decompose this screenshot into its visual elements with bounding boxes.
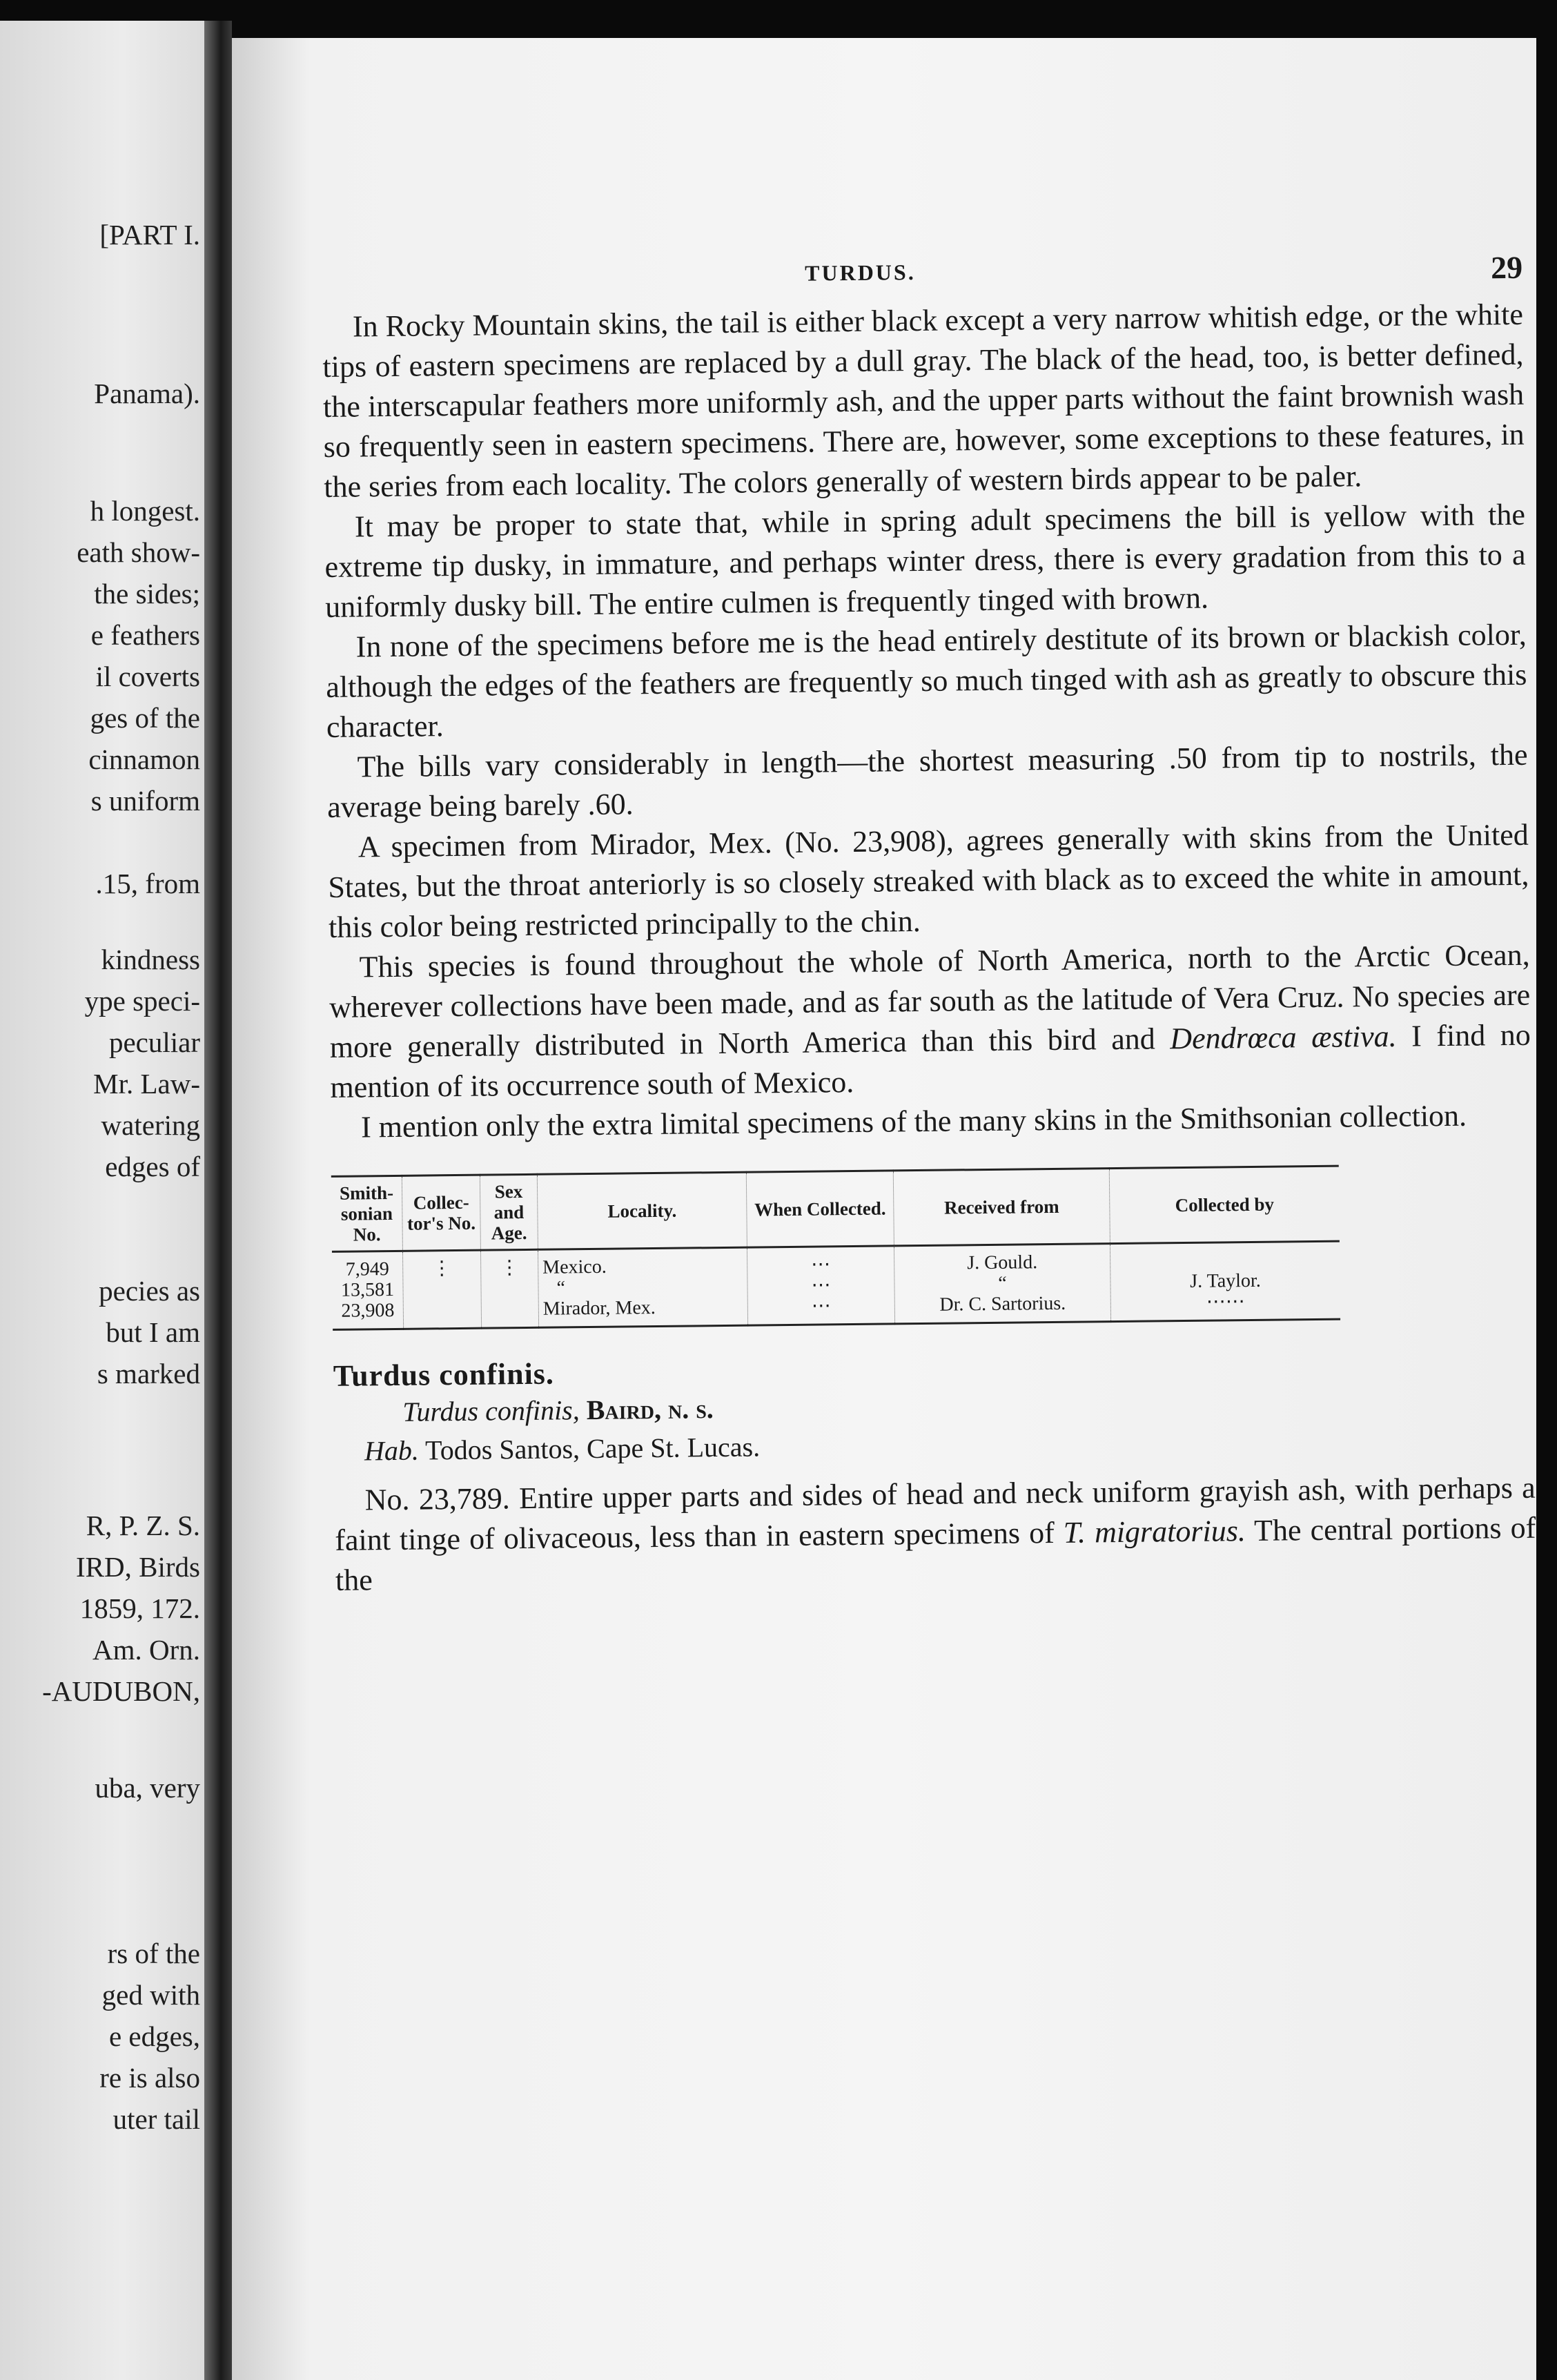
left-page-line: rs of the	[107, 1938, 200, 1969]
left-page-line: edges of	[105, 1151, 200, 1182]
locality: “	[556, 1277, 566, 1299]
left-page-line: R, P. Z. S.	[86, 1510, 200, 1541]
migratorius-name: T. migratorius.	[1063, 1514, 1246, 1550]
left-page-line: 1859, 172.	[79, 1592, 200, 1624]
left-page-line: Mr. Law-	[93, 1068, 200, 1100]
left-page-line: the sides;	[94, 578, 200, 609]
left-page-line: il coverts	[95, 661, 200, 692]
locality-cell	[538, 1247, 747, 1327]
received-from: “	[998, 1272, 1007, 1294]
synonym-author: Baird, n. s.	[586, 1393, 714, 1426]
left-page-line: [PART I.	[99, 219, 200, 251]
col-header-locality: Locality.	[537, 1172, 747, 1249]
description-text: No. 23,789. Entire upper parts and sides of head and neck uniform grayish ash, with perhaps a faint tinge of olivaceous, less than in eastern specimens of	[335, 1470, 1536, 1557]
paragraph-bill-length: The bills vary considerably in length—the shortest measuring .50 from tip to nostrils, the average being barely .60.	[326, 737, 1528, 824]
specimen-table	[331, 1165, 1340, 1331]
scan-top-border	[0, 0, 1557, 38]
collected-by: ⋯⋯	[1206, 1291, 1245, 1313]
left-page-line: e edges,	[108, 2020, 200, 2052]
collected-by-cell	[1110, 1241, 1340, 1321]
received-from: Dr. C. Sartorius.	[939, 1292, 1066, 1316]
smithsonian-numbers	[332, 1251, 404, 1329]
distribution-text: This species is found throughout the whole of North America, north to the Arctic Ocean, wherever collections have been made, and as far south as the latitude of Vera Cruz. No species are more generally distributed in North America than this bird and	[329, 937, 1531, 1064]
left-page-line: pecies as	[99, 1275, 200, 1307]
col-header-received-from: Received from	[893, 1169, 1110, 1246]
col-header-sex-age: Sex and Age.	[480, 1174, 538, 1250]
col-header-when-collected: When Collected.	[746, 1171, 894, 1247]
left-page-line: kindness	[101, 944, 200, 975]
left-page-line: ged with	[101, 1979, 200, 2011]
paragraph-mirador-specimen: A specimen from Mirador, Mex. (No. 23,908), agrees generally with skins from the United States, but the throat anteriorly is so closely streaked with black as to exceed the white in amount, this color being restricted principally to the chin.	[328, 817, 1529, 944]
distribution-text-end: I find no mention of its occurrence south of Mexico.	[330, 1017, 1531, 1104]
left-page-line: but I am	[106, 1316, 200, 1348]
paragraph-distribution	[329, 935, 1531, 1108]
col-header-collectors-no: Collec-tor's No.	[402, 1175, 480, 1251]
smithsonian-no: 23,908	[341, 1299, 395, 1322]
paragraph-bill-color: It may be proper to state that, while in spring adult specimens the bill is yellow with the extreme tip dusky, in immature, and perhaps winter dress, there is every gradation from this to a uniformly dusky bill. The entire culmen is frequently tinged with brown.	[324, 497, 1526, 624]
book-gutter	[204, 21, 232, 2380]
scan-right-border	[1536, 0, 1557, 2380]
habitat-text: Todos Santos, Cape St. Lucas.	[424, 1431, 761, 1466]
paragraph-head-color: In none of the specimens before me is the head entirely destitute of its brown or blackish color, although the edges of the feathers are frequently so much tinged with ash as greatly to obscure this character.	[326, 617, 1527, 744]
left-page-line: peculiar	[108, 1026, 200, 1058]
left-page-line: e feathers	[90, 619, 200, 651]
left-page-line: -AUDUBON,	[42, 1675, 200, 1707]
left-page-line: Am. Orn.	[92, 1634, 200, 1666]
dendroeca-name: Dendrœca æstiva.	[1170, 1019, 1397, 1056]
page-content	[322, 249, 1536, 1601]
paragraph-rocky-mountain: In Rocky Mountain skins, the tail is either black except a very narrow whitish edge, or the white tips of eastern specimens are replaced by a dull gray. The black of the head, too, is better defined, the interscapular feathers more uniformly ash, and the upper parts without the faint brownish wash so frequently seen in eastern specimens. There are, however, some exceptions to these features, in the series from each locality. The colors generally of western birds appear to be paler.	[322, 297, 1525, 504]
habitat-label: Hab.	[364, 1434, 420, 1467]
col-header-smithsonian-no: Smith-sonian No.	[331, 1176, 403, 1251]
collected-by: J. Taylor.	[1190, 1269, 1261, 1292]
collected-by	[1115, 1249, 1335, 1272]
right-page	[232, 38, 1536, 2380]
left-page-line: Panama).	[94, 378, 200, 409]
when-collected-cell	[747, 1246, 894, 1325]
left-page-line: s uniform	[90, 785, 200, 817]
collectors-no-cell: ⋮	[402, 1250, 481, 1329]
left-page-line: s marked	[97, 1358, 200, 1389]
left-page-line: ype speci-	[84, 985, 200, 1017]
received-from-cell	[894, 1244, 1110, 1324]
table-row	[332, 1241, 1340, 1329]
left-page-line: .15, from	[95, 868, 200, 899]
left-page-line: uter tail	[112, 2103, 200, 2135]
left-page-line: cinnamon	[88, 743, 200, 775]
paragraph-specimen-description	[334, 1468, 1536, 1601]
left-page-line: h longest.	[90, 495, 200, 527]
left-page-edge	[0, 21, 204, 2380]
left-page-line: re is also	[99, 2062, 200, 2094]
left-page-line: eath show-	[77, 536, 200, 568]
left-page-line: uba, very	[95, 1772, 200, 1804]
paragraph-extralimital: I mention only the extra limital specimens of the many skins in the Smithsonian collection.	[360, 1098, 1467, 1144]
sex-age-cell: ⋮	[480, 1249, 538, 1328]
when-collected: ⋯	[811, 1254, 831, 1276]
locality: Mirador, Mex.	[542, 1297, 656, 1320]
received-from: J. Gould.	[967, 1251, 1038, 1274]
col-header-collected-by: Collected by	[1109, 1166, 1340, 1243]
page-number: 29	[1490, 249, 1523, 286]
running-title: TURDUS.	[804, 259, 916, 286]
left-page-line: ges of the	[90, 702, 200, 734]
left-page-line: watering	[101, 1109, 200, 1141]
synonym-name: Turdus confinis,	[402, 1394, 580, 1427]
table-header-row	[331, 1166, 1340, 1251]
description-text-end: The central portions of the	[335, 1510, 1536, 1597]
when-collected: ⋯	[811, 1295, 831, 1317]
when-collected: ⋯	[811, 1274, 831, 1296]
smithsonian-no: 13,581	[340, 1278, 395, 1301]
locality: Mexico.	[542, 1256, 607, 1278]
species-heading: Turdus confinis.	[333, 1356, 555, 1393]
smithsonian-no: 7,949	[345, 1258, 389, 1280]
left-page-line: IRD, Birds	[76, 1551, 200, 1583]
